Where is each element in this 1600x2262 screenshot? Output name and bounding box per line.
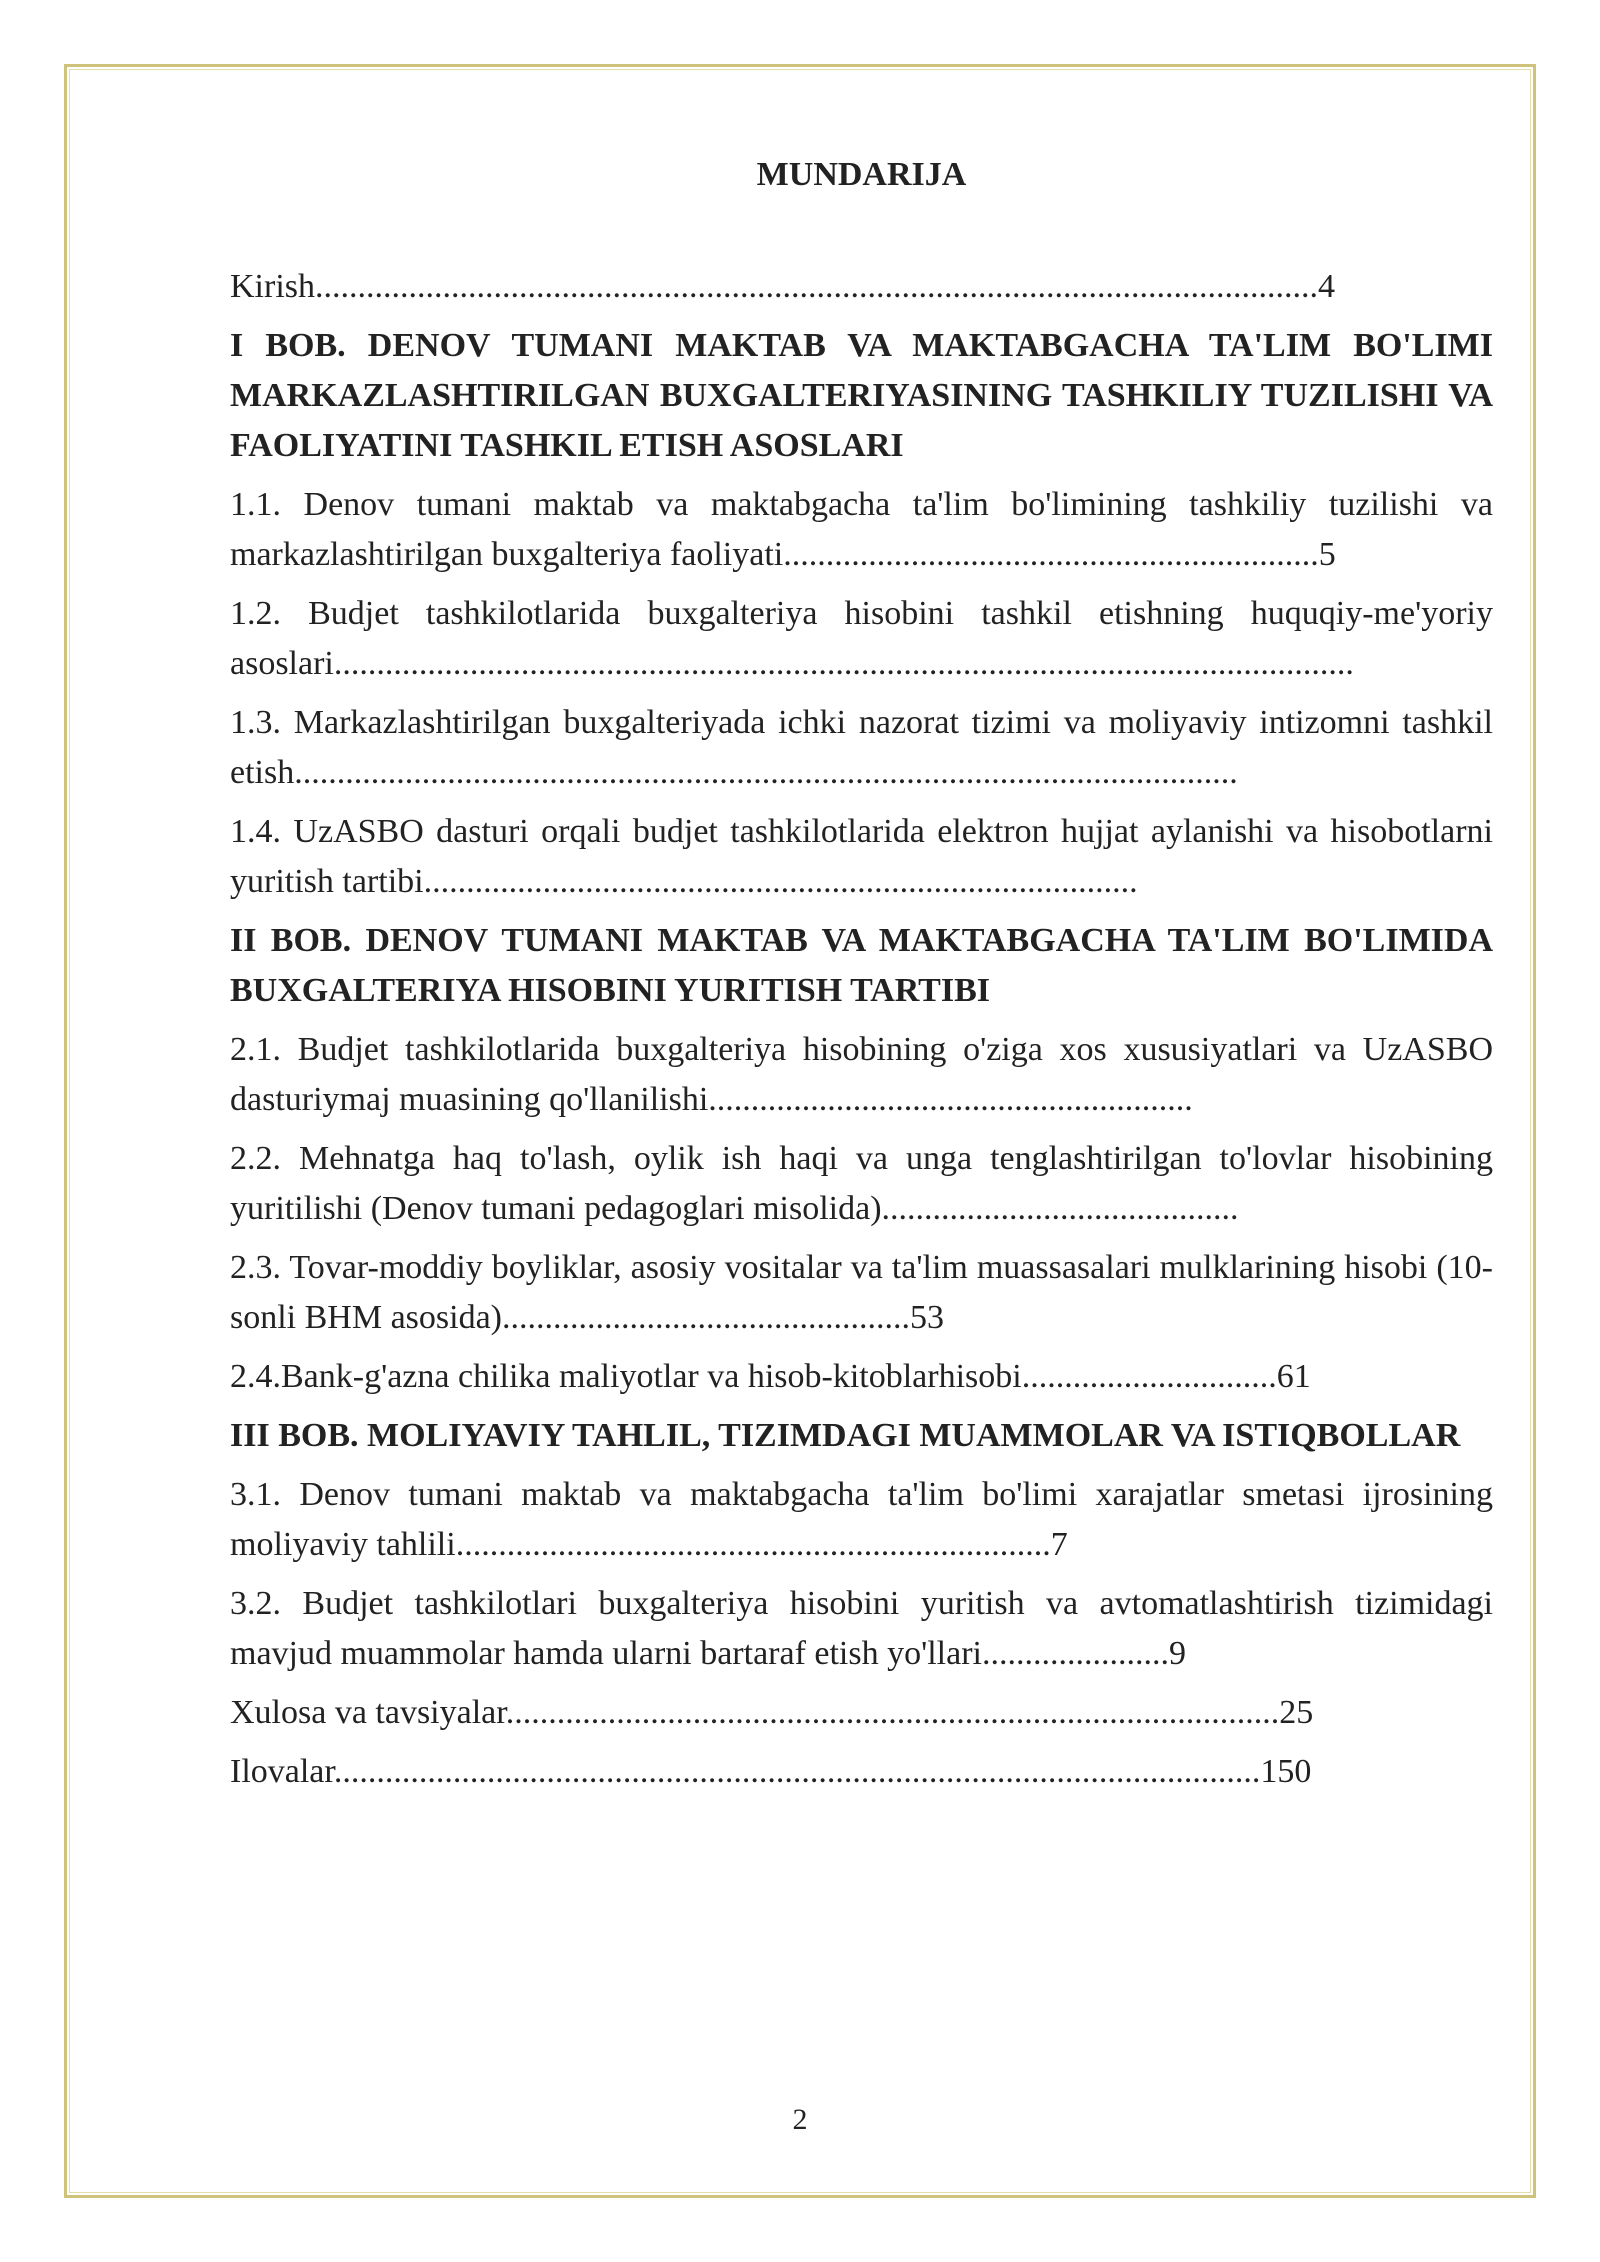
toc-item-2-1: 2.1. Budjet tashkilotlarida buxgalteriya hisobining o'ziga xos xususiyatlari va UzASBO dasturiymaj muasining qo'llanilishi......................................................... — [230, 1031, 1493, 1118]
toc-item-1-3: 1.3. Markazlashtirilgan buxgalteriyada ichki nazorat tizimi va moliyaviy intizomni tashkil etish............................................................................................................... — [230, 704, 1493, 791]
toc-chapter-2: II BOB. DENOV TUMANI MAKTAB VA MAKTABGACHA TA'LIM BO'LIMIDA BUXGALTERIYA HISOBINI YURITISH TARTIBI — [230, 922, 1493, 1009]
toc-item-1-4: 1.4. UzASBO dasturi orqali budjet tashkilotlarida elektron hujjat aylanishi va hisobotlarni yuritish tartibi.................................................................................... — [230, 813, 1493, 900]
toc-item-2-2: 2.2. Mehnatga haq to'lash, oylik ish haqi va unga tenglashtirilgan to'lovlar hisobining yuritilishi (Denov tumani pedagoglari misolida).......................................... — [230, 1140, 1493, 1227]
toc-item-xulosa: Xulosa va tavsiyalar...........................................................................................25 — [230, 1694, 1314, 1731]
toc-item-2-3: 2.3. Tovar-moddiy boyliklar, asosiy vositalar va ta'lim muassasalari mulklarining hisobi (10-sonli BHM asosida)................................................53 — [230, 1249, 1493, 1336]
toc-title: MUNDARIJA — [756, 156, 967, 193]
toc-item-2-4: 2.4.Bank-g'azna chilika maliyotlar va hisob-kitoblarhisobi..............................61 — [230, 1358, 1311, 1395]
toc-chapter-1: I BOB. DENOV TUMANI MAKTAB VA MAKTABGACHA TA'LIM BO'LIMI MARKAZLASHTIRILGAN BUXGALTERIYASINING TASHKILIY TUZILISHI VA FAOLIYATINI TASHKIL ETISH ASOSLARI — [230, 327, 1493, 464]
toc-item-ilovalar: Ilovalar.............................................................................................................150 — [230, 1753, 1312, 1790]
toc-item-1-2: 1.2. Budjet tashkilotlarida buxgalteriya hisobini tashkil etishning huquqiy-me'yoriy asoslari........................................................................................................................ — [230, 595, 1493, 682]
page-number: 2 — [792, 2103, 808, 2136]
toc-item-3-1: 3.1. Denov tumani maktab va maktabgacha ta'lim bo'limi xarajatlar smetasi ijrosining moliyaviy tahlili......................................................................7 — [230, 1476, 1493, 1563]
toc-chapter-3: III BOB. MOLIYAVIY TAHLIL, TIZIMDAGI MUAMMOLAR VA ISTIQBOLLAR — [230, 1417, 1461, 1454]
toc-item-kirish: Kirish......................................................................................................................4 — [230, 268, 1335, 305]
toc-item-1-1: 1.1. Denov tumani maktab va maktabgacha ta'lim bo'limining tashkiliy tuzilishi va markazlashtirilgan buxgalteriya faoliyati...............................................................5 — [230, 486, 1493, 573]
toc-item-3-2: 3.2. Budjet tashkilotlari buxgalteriya hisobini yuritish va avtomatlashtirish tizimidagi mavjud muammolar hamda ularni bartaraf etish yo'llari......................9 — [230, 1585, 1493, 1672]
table-of-contents — [230, 150, 1493, 1806]
